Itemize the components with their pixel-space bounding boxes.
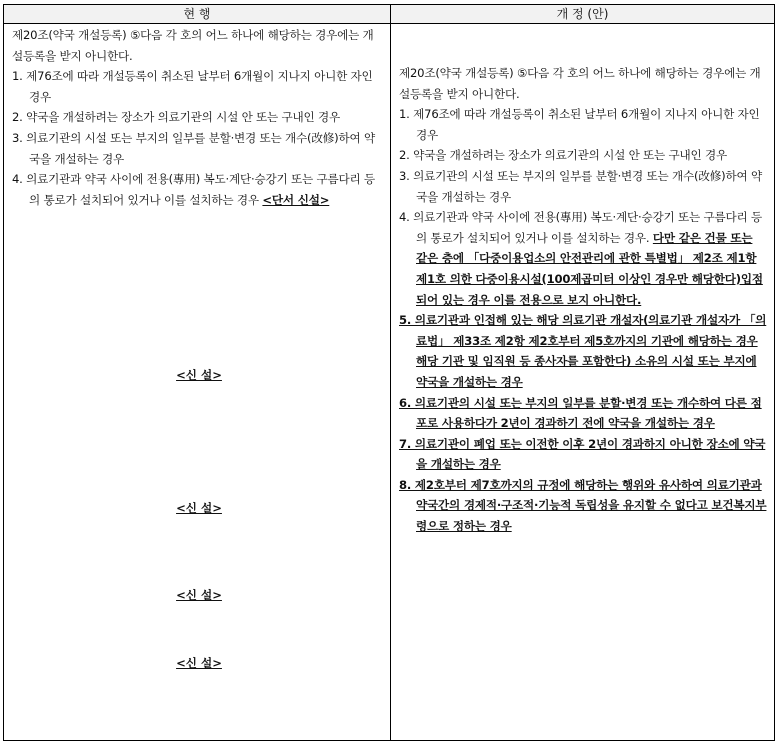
proposed-column-header: 개 정 (안) (556, 7, 609, 21)
new-placeholder-1: <신 설> (176, 368, 222, 382)
proposed-column (399, 63, 767, 537)
current-item-4-tag: <단서 신설> (262, 192, 330, 207)
column-divider (390, 5, 391, 740)
proposed-item-4-text: 4. 의료기관과 약국 사이에 전용(專用) 복도·계단·승강기 또는 구름다리 등의 통로가 설치되어 있거나 이를 설치하는 경우. (399, 210, 762, 245)
current-column (12, 25, 380, 210)
current-item-1: 1. 제76조에 따라 개설등록이 취소된 날부터 6개월이 지나지 아니한 자인 경우 (12, 69, 373, 104)
proposed-item-5: 5. 의료기관과 인접해 있는 해당 의료기관 개설자(의료기관 개설자가 「의료법」 제33조 제2항 제2호부터 제5호까지의 기관에 해당하는 경우 해당 기관 및 임직원 등 종사자를 포함한다) 소유의 시설 또는 부지에 약국을 개설하는 경우 (399, 313, 767, 389)
table-header-row (4, 5, 774, 24)
current-item-3: 3. 의료기관의 시설 또는 부지의 일부를 분할·변경 또는 개수(改修)하여 약국을 개설하는 경우 (12, 130, 375, 166)
comparison-table (3, 4, 775, 741)
proposed-item-4 (399, 207, 767, 310)
new-placeholder-4: <신 설> (176, 656, 222, 670)
proposed-item-4-proviso: 다만 같은 건물 또는 같은 층에 「다중이용업소의 안전관리에 관한 특별법」 제2조 제1항 제1호 의한 다중이용시설(100제곱미터 이상인 경우만 해당한다)입점되어 있는 경우 이를 전용으로 보지 아니한다. (416, 230, 763, 307)
current-item-4-text: 4. 의료기관과 약국 사이에 전용(專用) 복도·계단·승강기 또는 구름다리 등의 통로가 설치되어 있거나 이를 설치하는 경우 (12, 172, 375, 207)
current-item-4 (12, 169, 380, 210)
proposed-article-intro: 제20조(약국 개설등록) ⑤다음 각 호의 어느 하나에 해당하는 경우에는 개설등록을 받지 아니한다. (399, 66, 761, 101)
proposed-item-6: 6. 의료기관의 시설 또는 부지의 일부를 분할·변경 또는 개수하여 다른 점포로 사용하다가 2년이 경과하기 전에 약국을 개설하는 경우 (399, 395, 762, 431)
new-placeholder-3: <신 설> (176, 588, 222, 602)
current-item-2: 2. 약국을 개설하려는 장소가 의료기관의 시설 안 또는 구내인 경우 (12, 110, 341, 125)
proposed-item-7: 7. 의료기관이 폐업 또는 이전한 이후 2년이 경과하지 아니한 장소에 약국을 개설하는 경우 (399, 436, 766, 472)
proposed-item-2: 2. 약국을 개설하려는 장소가 의료기관의 시설 안 또는 구내인 경우 (399, 148, 728, 163)
current-column-header: 현 행 (183, 7, 211, 21)
current-article-intro: 제20조(약국 개설등록) ⑤다음 각 호의 어느 하나에 해당하는 경우에는 개설등록을 받지 아니한다. (12, 28, 374, 63)
proposed-item-1: 1. 제76조에 따라 개설등록이 취소된 날부터 6개월이 지나지 아니한 자인 경우 (399, 107, 760, 142)
proposed-item-8: 8. 제2호부터 제7호까지의 규정에 해당하는 행위와 유사하여 의료기관과 약국간의 경제적·구조적·기능적 독립성을 유지할 수 없다고 보건복지부령으로 정하는 경우 (399, 477, 767, 534)
proposed-item-3: 3. 의료기관의 시설 또는 부지의 일부를 분할·변경 또는 개수(改修)하여 약국을 개설하는 경우 (399, 168, 762, 204)
new-placeholder-2: <신 설> (176, 501, 222, 515)
